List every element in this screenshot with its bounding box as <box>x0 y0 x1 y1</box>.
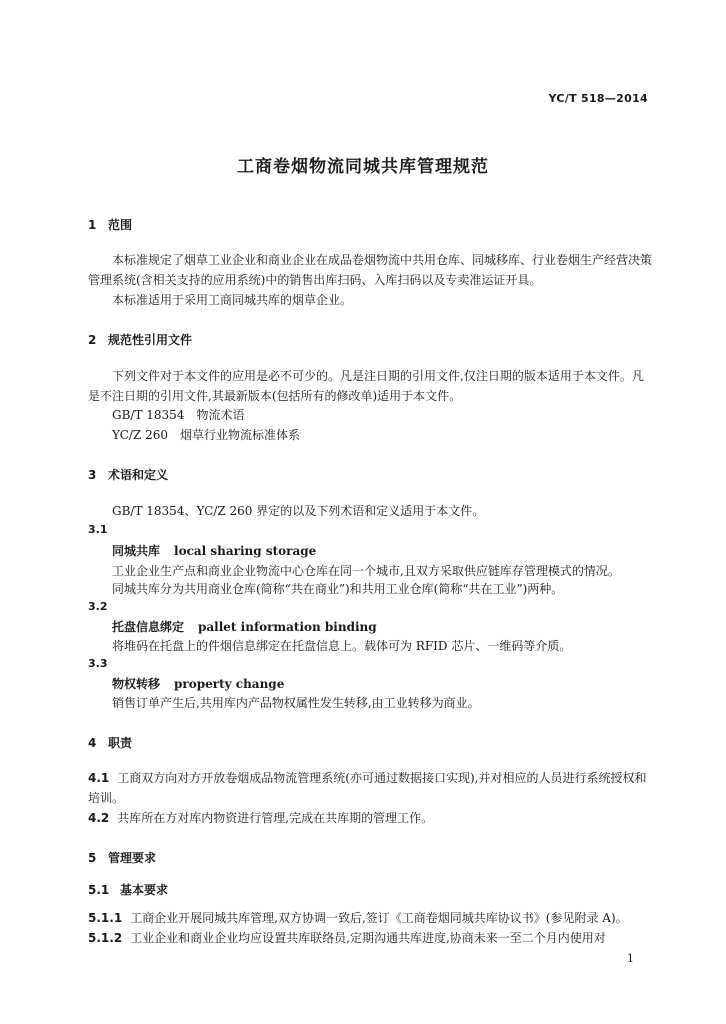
section-1-paragraph-1: 本标准规定了烟草工业企业和商业企业在成品卷烟物流中共用仓库、同城移库、行业卷烟生产经营决策管理系统(含相关支持的应用系统)中的销售出库扫码、入库扫码以及专卖准运证开具。 <box>88 253 653 287</box>
section-1-paragraph-2: 本标准适用于采用工商同城共库的烟草企业。 <box>112 293 353 307</box>
term-en: property change <box>174 677 285 691</box>
term-3-2-number: 3.2 <box>88 600 108 613</box>
section-number: 1 <box>88 218 97 232</box>
term-3-1 <box>112 542 316 559</box>
term-zh: 托盘信息绑定 <box>112 620 185 634</box>
section-number: 5 <box>88 851 97 865</box>
section-title: 规范性引用文件 <box>108 333 193 347</box>
term-en: pallet information binding <box>198 620 377 634</box>
term-3-1-number: 3.1 <box>88 523 108 536</box>
section-title: 范围 <box>108 218 133 232</box>
clause-4-1 <box>88 768 658 808</box>
section-5-heading <box>88 849 156 866</box>
standard-code: YC/T 518—2014 <box>548 92 648 105</box>
reference-gbt-18354: GB/T 18354 物流术语 <box>112 408 245 422</box>
term-zh: 同城共库 <box>112 544 161 558</box>
clause-number: 5.1.2 <box>88 931 123 945</box>
clause-4-2 <box>88 808 658 828</box>
clause-text: 共库所在方对库内物资进行管理,完成在共库期的管理工作。 <box>117 811 434 825</box>
term-3-2-definition-1: 将堆码在托盘上的件烟信息绑定在托盘信息上。载体可为 RFID 芯片、一维码等介质。 <box>112 639 572 653</box>
section-number: 4 <box>88 736 97 750</box>
term-en: local sharing storage <box>174 544 317 558</box>
subsection-5-1-heading <box>88 881 168 898</box>
clause-number: 4.2 <box>88 811 110 825</box>
term-3-2 <box>112 618 377 635</box>
term-zh: 物权转移 <box>112 677 161 691</box>
term-3-3 <box>112 675 284 692</box>
term-3-1-definition-1: 工业企业生产点和商业企业物流中心仓库在同一个城市,且双方采取供应链库存管理模式的情况。 <box>112 564 620 578</box>
clause-text: 工商企业开展同城共库管理,双方协调一致后,签订《工商卷烟同城共库协议书》(参见附录 A)。 <box>130 911 628 925</box>
section-4-heading <box>88 734 132 751</box>
section-1-heading <box>88 216 132 233</box>
term-3-3-definition-1: 销售订单产生后,共用库内产品物权属性发生转移,由工业转移为商业。 <box>112 696 480 710</box>
section-title: 管理要求 <box>108 851 157 865</box>
section-3-paragraph-1: GB/T 18354、YC/Z 260 界定的以及下列术语和定义适用于本文件。 <box>112 504 485 518</box>
clause-5-1-1 <box>88 908 658 928</box>
section-title: 职责 <box>108 736 133 750</box>
section-2-heading <box>88 331 192 348</box>
clause-text: 工商双方向对方开放卷烟成品物流管理系统(亦可通过数据接口实现),并对相应的人员进行系统授权和培训。 <box>88 771 647 805</box>
subsection-title: 基本要求 <box>120 883 169 897</box>
section-number: 2 <box>88 333 97 347</box>
section-title: 术语和定义 <box>108 468 169 482</box>
section-2-paragraph-1: 下列文件对于本文件的应用是必不可少的。凡是注日期的引用文件,仅注日期的版本适用于本文件。凡是不注日期的引用文件,其最新版本(包括所有的修改单)适用于本文件。 <box>88 369 644 403</box>
clause-5-1-2 <box>88 928 658 948</box>
page-number: 1 <box>627 952 634 965</box>
clause-number: 5.1.1 <box>88 911 123 925</box>
section-3-heading <box>88 466 168 483</box>
section-number: 3 <box>88 468 97 482</box>
clause-text: 工业企业和商业企业均应设置共库联络员,定期沟通共库进度,协商未来一至二个月内使用对 <box>130 931 606 945</box>
term-3-1-definition-2: 同城共库分为共用商业仓库(简称“共在商业”)和共用工业仓库(简称“共在工业”)两种。 <box>112 582 564 596</box>
subsection-number: 5.1 <box>88 883 110 897</box>
term-3-3-number: 3.3 <box>88 657 108 670</box>
clause-number: 4.1 <box>88 771 110 785</box>
reference-ycz-260: YC/Z 260 烟草行业物流标准体系 <box>112 428 300 442</box>
document-title: 工商卷烟物流同城共库管理规范 <box>237 157 489 177</box>
